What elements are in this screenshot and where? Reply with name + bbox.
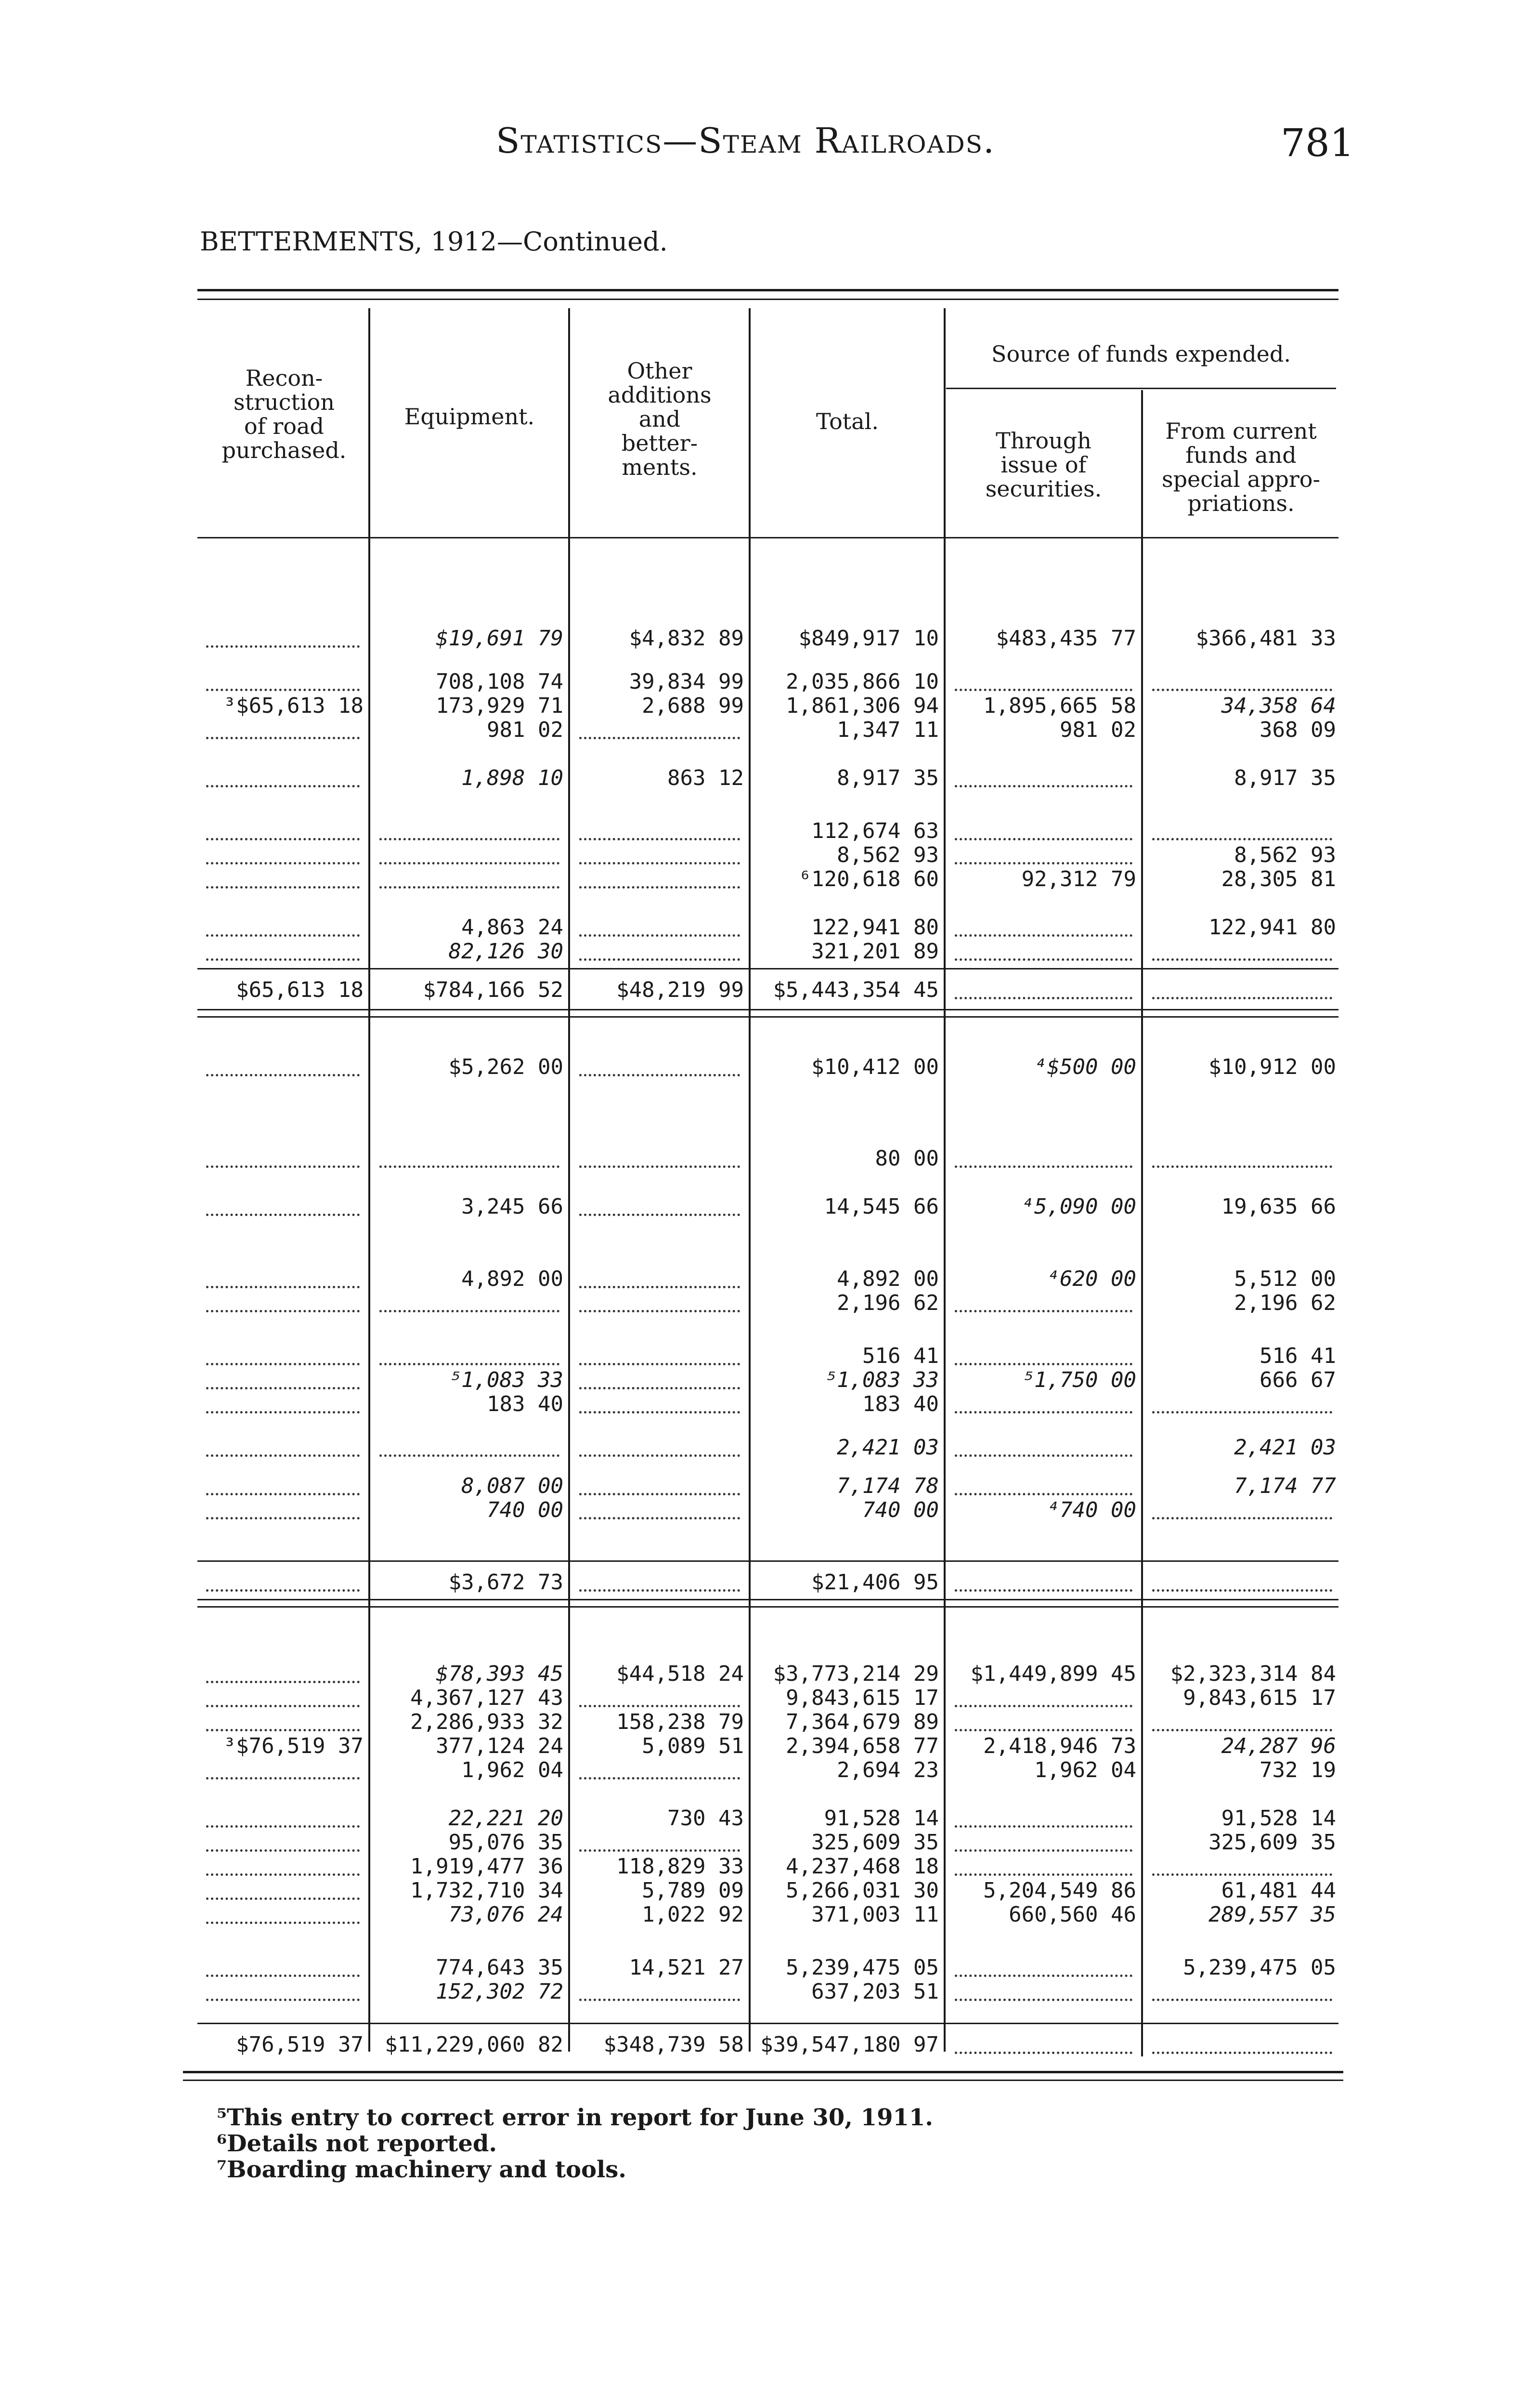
dot-leader <box>579 737 740 739</box>
cell-tot: 325,609 35 <box>811 1830 939 1855</box>
cell-cur: 516 41 <box>1260 1344 1336 1368</box>
cell-oth: $44,518 24 <box>616 1662 744 1686</box>
subtotal-rule-3 <box>197 2023 1338 2024</box>
dot-leader <box>206 1411 360 1413</box>
cell-eq: $11,229,060 82 <box>385 2032 563 2057</box>
cell-tot: 183 40 <box>862 1392 939 1416</box>
dot-leader <box>206 1074 360 1076</box>
section-rule-2b <box>197 1606 1338 1608</box>
cell-cur: 5,512 00 <box>1234 1267 1336 1291</box>
cell-tot: 1,861,306 94 <box>786 694 939 718</box>
table-top-rule-2 <box>197 299 1338 300</box>
dot-leader <box>206 1777 360 1780</box>
footnote-3: ⁷Boarding machinery and tools. <box>217 2156 626 2183</box>
section-title: BETTERMENTS, 1912—Continued. <box>200 226 668 257</box>
cell-cur: 9,843,615 17 <box>1183 1686 1336 1710</box>
dot-leader <box>579 1849 740 1852</box>
dot-leader <box>579 1454 740 1457</box>
dot-leader <box>206 689 360 691</box>
col-divider-4 <box>944 308 946 2052</box>
cell-eq: 1,898 10 <box>461 766 563 790</box>
cell-tot: 637,203 51 <box>811 1979 939 2004</box>
colhead-current: From current funds and special appro- priations. <box>1161 418 1321 516</box>
dot-leader <box>1152 1873 1332 1876</box>
dot-leader <box>206 1825 360 1828</box>
cell-cur: 8,562 93 <box>1234 843 1336 867</box>
cell-oth: $48,219 99 <box>616 978 744 1002</box>
dot-leader <box>579 1286 740 1288</box>
dot-leader <box>955 1589 1132 1592</box>
colhead-equipment: Equipment. <box>404 404 535 430</box>
dot-leader <box>379 1310 559 1312</box>
cell-eq: $784,166 52 <box>423 978 563 1002</box>
dot-leader <box>206 1286 360 1288</box>
cell-eq: 2,286,933 32 <box>410 1710 563 1734</box>
page-number: 781 <box>1281 120 1354 165</box>
cell-tot: $849,917 10 <box>798 626 939 651</box>
dot-leader <box>579 958 740 961</box>
cell-oth: 1,022 92 <box>642 1902 744 1927</box>
dot-leader <box>206 785 360 787</box>
cell-eq: 8,087 00 <box>461 1474 563 1498</box>
dot-leader <box>579 886 740 889</box>
cell-tot: 8,562 93 <box>837 843 939 867</box>
dot-leader <box>1152 1411 1332 1413</box>
cell-eq: 173,929 71 <box>436 694 563 718</box>
cell-cur: 325,609 35 <box>1208 1830 1336 1855</box>
dot-leader <box>206 886 360 889</box>
cell-tot: 9,843,615 17 <box>786 1686 939 1710</box>
cell-sec: $483,435 77 <box>996 626 1136 651</box>
cell-tot: ⁶120,618 60 <box>798 867 939 891</box>
cell-tot: 80 00 <box>875 1146 939 1171</box>
colhead-source: Source of funds expended. <box>991 341 1291 367</box>
cell-oth: 39,834 99 <box>629 669 744 694</box>
cell-cur: 8,917 35 <box>1234 766 1336 790</box>
dot-leader <box>379 886 559 889</box>
dot-leader <box>955 997 1132 999</box>
dot-leader <box>206 1363 360 1365</box>
cell-tot: 2,196 62 <box>837 1291 939 1315</box>
cell-cur: 666 67 <box>1260 1368 1336 1392</box>
dot-leader <box>579 1363 740 1365</box>
dot-leader <box>1152 1165 1332 1168</box>
dot-leader <box>206 838 360 840</box>
cell-cur: 122,941 80 <box>1208 915 1336 940</box>
dot-leader <box>379 1454 559 1457</box>
dot-leader <box>206 1873 360 1876</box>
dot-leader <box>206 862 360 864</box>
cell-sec: 981 02 <box>1060 718 1136 742</box>
dot-leader <box>206 934 360 937</box>
cell-eq: 774,643 35 <box>436 1955 563 1980</box>
dot-leader <box>206 1310 360 1312</box>
cell-eq: 4,892 00 <box>461 1267 563 1291</box>
dot-leader <box>206 1589 360 1592</box>
subtotal-rule-1 <box>197 968 1338 969</box>
cell-tot: 1,347 11 <box>837 718 939 742</box>
dot-leader <box>1152 997 1332 999</box>
cell-eq: $78,393 45 <box>436 1662 563 1686</box>
cell-eq: 1,962 04 <box>461 1758 563 1782</box>
dot-leader <box>955 1975 1132 1977</box>
dot-leader <box>579 1411 740 1413</box>
dot-leader <box>206 1705 360 1707</box>
dot-leader <box>955 1165 1132 1168</box>
colhead-total: Total. <box>816 408 879 434</box>
cell-sec: ⁵1,750 00 <box>1021 1368 1136 1392</box>
cell-oth: 5,789 09 <box>642 1878 744 1903</box>
cell-tot: ⁵1,083 33 <box>824 1368 939 1392</box>
cell-cur: 19,635 66 <box>1221 1194 1336 1219</box>
cell-tot: $21,406 95 <box>811 1570 939 1595</box>
cell-oth: 158,238 79 <box>616 1710 744 1734</box>
footnote-2: ⁶Details not reported. <box>217 2130 497 2157</box>
section-rule-2a <box>197 1599 1338 1600</box>
cell-oth: $348,739 58 <box>603 2032 744 2057</box>
dot-leader <box>955 1493 1132 1495</box>
dot-leader <box>579 1999 740 2001</box>
cell-cur: 5,239,475 05 <box>1183 1955 1336 1980</box>
dot-leader <box>955 838 1132 840</box>
cell-oth: $4,832 89 <box>629 626 744 651</box>
dot-leader <box>1152 1589 1332 1592</box>
cell-tot: 4,237,468 18 <box>786 1854 939 1879</box>
dot-leader <box>206 958 360 961</box>
cell-oth: 118,829 33 <box>616 1854 744 1879</box>
cell-eq: 1,919,477 36 <box>410 1854 563 1879</box>
cell-oth: 2,688 99 <box>642 694 744 718</box>
cell-cur: 7,174 77 <box>1234 1474 1336 1498</box>
cell-eq: ⁵1,083 33 <box>448 1368 563 1392</box>
table-bottom-rule-b <box>183 2080 1343 2081</box>
dot-leader <box>579 862 740 864</box>
cell-tot: 14,545 66 <box>824 1194 939 1219</box>
dot-leader <box>579 1214 740 1216</box>
cell-sec: 1,962 04 <box>1034 1758 1136 1782</box>
cell-eq: 82,126 30 <box>448 939 563 964</box>
cell-tot: 371,003 11 <box>811 1902 939 1927</box>
cell-tot: 516 41 <box>862 1344 939 1368</box>
dot-leader <box>579 1493 740 1495</box>
cell-tot: $10,412 00 <box>811 1055 939 1079</box>
cell-eq: 981 02 <box>487 718 563 742</box>
dot-leader <box>955 1705 1132 1707</box>
cell-tot: $39,547,180 97 <box>760 2032 939 2057</box>
dot-leader <box>206 1999 360 2001</box>
cell-tot: 7,364,679 89 <box>786 1710 939 1734</box>
cell-cur: $366,481 33 <box>1195 626 1336 651</box>
cell-oth: 863 12 <box>667 766 744 790</box>
dot-leader <box>206 1975 360 1977</box>
dot-leader <box>955 1310 1132 1312</box>
cell-eq: $5,262 00 <box>448 1055 563 1079</box>
dot-leader <box>1152 958 1332 961</box>
dot-leader <box>579 1387 740 1389</box>
dot-leader <box>955 689 1132 691</box>
dot-leader <box>579 838 740 840</box>
subtotal-rule-2 <box>197 1560 1338 1562</box>
dot-leader <box>379 1165 559 1168</box>
dot-leader <box>206 1898 360 1900</box>
cell-tot: 8,917 35 <box>837 766 939 790</box>
cell-sec: 5,204,549 86 <box>983 1878 1136 1903</box>
dot-leader <box>206 1214 360 1216</box>
col-divider-5 <box>1141 390 1143 2056</box>
dot-leader <box>206 1681 360 1683</box>
dot-leader <box>206 1387 360 1389</box>
cell-cur: 732 19 <box>1260 1758 1336 1782</box>
colhead-other: Other additions and better- ments. <box>608 358 712 480</box>
dot-leader <box>955 1411 1132 1413</box>
cell-eq: 4,367,127 43 <box>410 1686 563 1710</box>
dot-leader <box>379 862 559 864</box>
dot-leader <box>579 1589 740 1592</box>
cell-eq: 1,732,710 34 <box>410 1878 563 1903</box>
cell-sec: ⁴5,090 00 <box>1021 1194 1136 1219</box>
dot-leader <box>1152 2052 1332 2054</box>
dot-leader <box>1152 838 1332 840</box>
col-divider-1 <box>368 308 370 2052</box>
cell-sec: 2,418,946 73 <box>983 1734 1136 1758</box>
cell-tot: $3,773,214 29 <box>773 1662 939 1686</box>
dot-leader <box>379 1363 559 1365</box>
colhead-securities: Through issue of securities. <box>985 428 1102 502</box>
cell-tot: 5,266,031 30 <box>786 1878 939 1903</box>
dot-leader <box>955 1454 1132 1457</box>
cell-eq: 708,108 74 <box>436 669 563 694</box>
dot-leader <box>955 934 1132 937</box>
cell-cur: $2,323,314 84 <box>1170 1662 1336 1686</box>
cell-tot: 122,941 80 <box>811 915 939 940</box>
dot-leader <box>579 1165 740 1168</box>
cell-cur: $10,912 00 <box>1208 1055 1336 1079</box>
dot-leader <box>955 2052 1132 2054</box>
dot-leader <box>955 1849 1132 1852</box>
cell-cur: 24,287 96 <box>1221 1734 1336 1758</box>
running-header-title: Statistics—Steam Railroads. <box>496 120 995 161</box>
dot-leader <box>579 1074 740 1076</box>
cell-sec: 92,312 79 <box>1021 867 1136 891</box>
cell-tot: 91,528 14 <box>824 1806 939 1831</box>
cell-eq: 377,124 24 <box>436 1734 563 1758</box>
cell-cur: 91,528 14 <box>1221 1806 1336 1831</box>
cell-tot: 5,239,475 05 <box>786 1955 939 1980</box>
section-rule-1a <box>197 1009 1338 1010</box>
cell-eq: 4,863 24 <box>461 915 563 940</box>
cell-eq: 22,221 20 <box>448 1806 563 1831</box>
dot-leader <box>206 1729 360 1731</box>
dot-leader <box>206 1517 360 1519</box>
cell-tot: 112,674 63 <box>811 819 939 843</box>
cell-cur: 289,557 35 <box>1208 1902 1336 1927</box>
source-rule <box>946 388 1336 389</box>
header-bottom-rule <box>197 537 1338 538</box>
dot-leader <box>206 737 360 739</box>
cell-rec: ³$76,519 37 <box>223 1734 364 1758</box>
dot-leader <box>1152 1999 1332 2001</box>
cell-tot: 740 00 <box>862 1498 939 1522</box>
dot-leader <box>1152 1517 1332 1519</box>
table-bottom-rule-a <box>183 2071 1343 2073</box>
cell-sec: ⁴$500 00 <box>1034 1055 1136 1079</box>
dot-leader <box>1152 689 1332 691</box>
cell-tot: 2,035,866 10 <box>786 669 939 694</box>
cell-rec: $76,519 37 <box>236 2032 364 2057</box>
section-rule-1b <box>197 1016 1338 1018</box>
dot-leader <box>1152 1729 1332 1731</box>
cell-oth: 14,521 27 <box>629 1955 744 1980</box>
cell-tot: 2,421 03 <box>837 1435 939 1460</box>
dot-leader <box>579 1777 740 1780</box>
dot-leader <box>206 645 360 648</box>
cell-tot: 7,174 78 <box>837 1474 939 1498</box>
cell-eq: 152,302 72 <box>436 1979 563 2004</box>
cell-rec: $65,613 18 <box>236 978 364 1002</box>
cell-eq: 3,245 66 <box>461 1194 563 1219</box>
cell-cur: 2,196 62 <box>1234 1291 1336 1315</box>
cell-oth: 5,089 51 <box>642 1734 744 1758</box>
cell-eq: $3,672 73 <box>448 1570 563 1595</box>
cell-tot: 321,201 89 <box>811 939 939 964</box>
dot-leader <box>579 1705 740 1707</box>
cell-oth: 730 43 <box>667 1806 744 1831</box>
cell-cur: 34,358 64 <box>1221 694 1336 718</box>
cell-sec: ⁴620 00 <box>1047 1267 1136 1291</box>
dot-leader <box>379 838 559 840</box>
cell-cur: 61,481 44 <box>1221 1878 1336 1903</box>
dot-leader <box>206 1922 360 1924</box>
cell-sec: 1,895,665 58 <box>983 694 1136 718</box>
dot-leader <box>955 1825 1132 1828</box>
col-divider-3 <box>749 308 751 2052</box>
cell-sec: 660,560 46 <box>1009 1902 1136 1927</box>
cell-cur: 2,421 03 <box>1234 1435 1336 1460</box>
cell-eq: 73,076 24 <box>448 1902 563 1927</box>
dot-leader <box>206 1454 360 1457</box>
cell-rec: ³$65,613 18 <box>223 694 364 718</box>
cell-sec: ⁴740 00 <box>1047 1498 1136 1522</box>
dot-leader <box>955 1363 1132 1365</box>
cell-tot: 4,892 00 <box>837 1267 939 1291</box>
cell-eq: $19,691 79 <box>436 626 563 651</box>
dot-leader <box>955 862 1132 864</box>
dot-leader <box>955 1729 1132 1731</box>
footnote-1: ⁵This entry to correct error in report for June 30, 1911. <box>217 2104 933 2131</box>
cell-cur: 28,305 81 <box>1221 867 1336 891</box>
dot-leader <box>206 1165 360 1168</box>
dot-leader <box>955 1873 1132 1876</box>
cell-eq: 183 40 <box>487 1392 563 1416</box>
cell-tot: $5,443,354 45 <box>773 978 939 1002</box>
dot-leader <box>579 934 740 937</box>
cell-eq: 740 00 <box>487 1498 563 1522</box>
dot-leader <box>579 1310 740 1312</box>
dot-leader <box>579 1517 740 1519</box>
cell-eq: 95,076 35 <box>448 1830 563 1855</box>
dot-leader <box>206 1493 360 1495</box>
colhead-reconstruction: Recon- struction of road purchased. <box>221 365 347 463</box>
cell-tot: 2,694 23 <box>837 1758 939 1782</box>
cell-tot: 2,394,658 77 <box>786 1734 939 1758</box>
cell-cur: 368 09 <box>1260 718 1336 742</box>
dot-leader <box>955 785 1132 787</box>
dot-leader <box>955 1999 1132 2001</box>
table-top-rule <box>197 289 1338 291</box>
cell-sec: $1,449,899 45 <box>970 1662 1136 1686</box>
col-divider-2 <box>568 308 570 2052</box>
dot-leader <box>206 1849 360 1852</box>
dot-leader <box>955 958 1132 961</box>
